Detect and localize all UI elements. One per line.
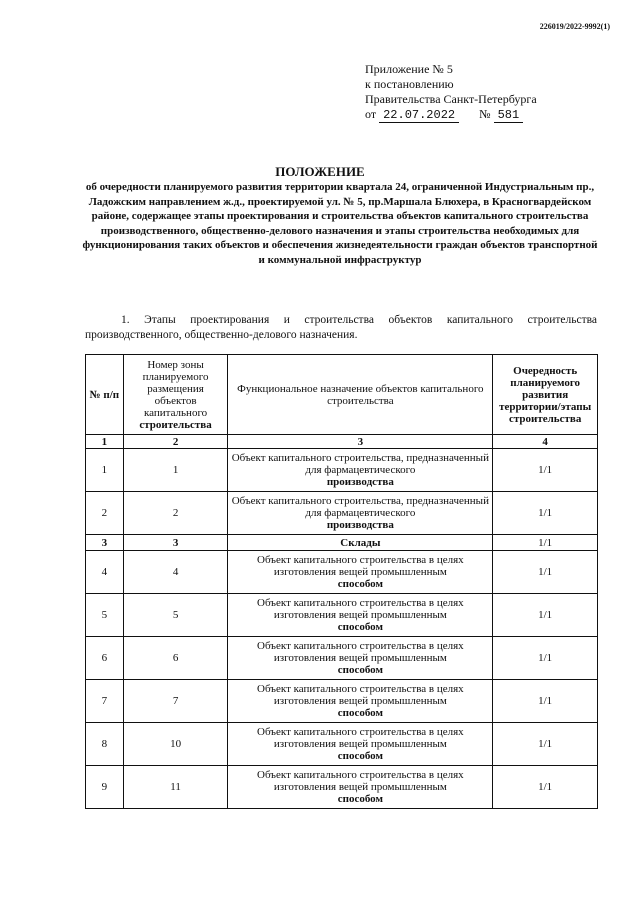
row-stage: 1/1 [493, 535, 598, 551]
document-title: ПОЛОЖЕНИЕ [275, 164, 365, 179]
column-numbers-row [86, 435, 598, 449]
row-number: 8 [86, 723, 124, 766]
row-function [228, 449, 493, 492]
appendix-line-1: Приложение № 5 [365, 62, 453, 76]
row-stage: 1/1 [493, 723, 598, 766]
row-function-text: Объект капитального строительства в целях изготовления вещей промышленным [257, 726, 464, 750]
table-row [86, 680, 598, 723]
row-stage: 1/1 [493, 594, 598, 637]
stages-table [85, 354, 598, 809]
table-body [86, 449, 598, 809]
table-row [86, 723, 598, 766]
row-function-text: Объект капитального строительства в целях изготовления вещей промышленным [257, 597, 464, 621]
appendix-date: 22.07.2022 [379, 108, 459, 123]
row-function-text: Объект капитального строительства в целях изготовления вещей промышленным [257, 683, 464, 707]
column-number: 1 [86, 435, 124, 449]
table-row [86, 449, 598, 492]
header-stage: Очередность планируемого развития территории/этапы строительства [493, 355, 598, 435]
table-row [86, 766, 598, 809]
row-stage: 1/1 [493, 766, 598, 809]
row-zone: 11 [123, 766, 228, 809]
row-function-text: Объект капитального строительства в целях изготовления вещей промышленным [257, 554, 464, 578]
row-zone: 3 [123, 535, 228, 551]
row-stage: 1/1 [493, 492, 598, 535]
row-function [228, 723, 493, 766]
table-row [86, 637, 598, 680]
table-row [86, 535, 598, 551]
row-stage: 1/1 [493, 449, 598, 492]
row-function [228, 680, 493, 723]
row-function-bold: способом [337, 750, 383, 762]
row-function-text: Объект капитального строительства в целях изготовления вещей промышленным [257, 769, 464, 793]
row-function-text: Объект капитального строительства, предназначенный для фармацевтического [231, 452, 489, 476]
row-number: 6 [86, 637, 124, 680]
row-number: 9 [86, 766, 124, 809]
row-function-bold: способом [337, 707, 383, 719]
row-zone: 10 [123, 723, 228, 766]
appendix-number: 581 [494, 108, 524, 123]
row-number: 7 [86, 680, 124, 723]
number-prefix: № [479, 107, 491, 121]
appendix-block [365, 62, 537, 123]
column-number: 2 [123, 435, 228, 449]
header-zone [123, 355, 228, 435]
appendix-line-2: к постановлению [365, 77, 454, 91]
row-function [228, 535, 493, 551]
column-number: 3 [228, 435, 493, 449]
appendix-date-line [365, 107, 537, 123]
row-function-bold: способом [337, 621, 383, 633]
row-function-text: Склады [340, 536, 381, 549]
row-zone: 4 [123, 551, 228, 594]
date-prefix: от [365, 107, 377, 121]
column-number: 4 [493, 435, 598, 449]
header-function: Функциональное назначение объектов капитального строительства [228, 355, 493, 435]
row-function-bold: способом [337, 793, 383, 805]
row-function-bold: производства [326, 519, 394, 531]
table-row [86, 492, 598, 535]
header-zone-text: Номер зоны планируемого размещения объектов капитального [142, 358, 209, 419]
row-function [228, 492, 493, 535]
table-header-row [86, 355, 598, 435]
row-number: 1 [86, 449, 124, 492]
row-number: 3 [86, 535, 124, 551]
table-row [86, 551, 598, 594]
header-zone-bold: строительства [139, 418, 212, 431]
table-row [86, 594, 598, 637]
row-zone: 6 [123, 637, 228, 680]
appendix-line-3: Правительства Санкт-Петербурга [365, 92, 537, 106]
document-subtitle: об очередности планируемого развития территории квартала 24, ограниченной Индустриальным пр., Ладожским направлением ж.д., проектируемой ул. № 5, пр.Маршала Блюхера, в Красногвардейском районе, содержащее этапы проектирования и строительства объектов капитального строительства производственного, общественно-делового назначения и этапы строительства необходимых для функционирования таких объектов и обеспечения жизнедеятельности граждан объектов транспортной и коммунальной инфраструктур [82, 181, 598, 266]
row-function-text: Объект капитального строительства в целях изготовления вещей промышленным [257, 640, 464, 664]
row-number: 4 [86, 551, 124, 594]
row-function [228, 637, 493, 680]
row-stage: 1/1 [493, 637, 598, 680]
row-function-bold: производства [326, 476, 394, 488]
row-zone: 1 [123, 449, 228, 492]
row-function [228, 766, 493, 809]
row-function-bold: способом [337, 664, 383, 676]
row-function [228, 594, 493, 637]
row-function [228, 551, 493, 594]
row-zone: 5 [123, 594, 228, 637]
row-stage: 1/1 [493, 551, 598, 594]
row-zone: 2 [123, 492, 228, 535]
intro-paragraph: 1. Этапы проектирования и строительства объектов капитального строительства производственного, общественно-делового назначения. [85, 314, 597, 341]
row-function-bold: способом [337, 578, 383, 590]
header-number: № п/п [86, 355, 124, 435]
row-number: 2 [86, 492, 124, 535]
document-number: 226019/2022-9992(1) [539, 22, 610, 31]
row-zone: 7 [123, 680, 228, 723]
row-number: 5 [86, 594, 124, 637]
row-function-text: Объект капитального строительства, предназначенный для фармацевтического [231, 495, 489, 519]
row-stage: 1/1 [493, 680, 598, 723]
